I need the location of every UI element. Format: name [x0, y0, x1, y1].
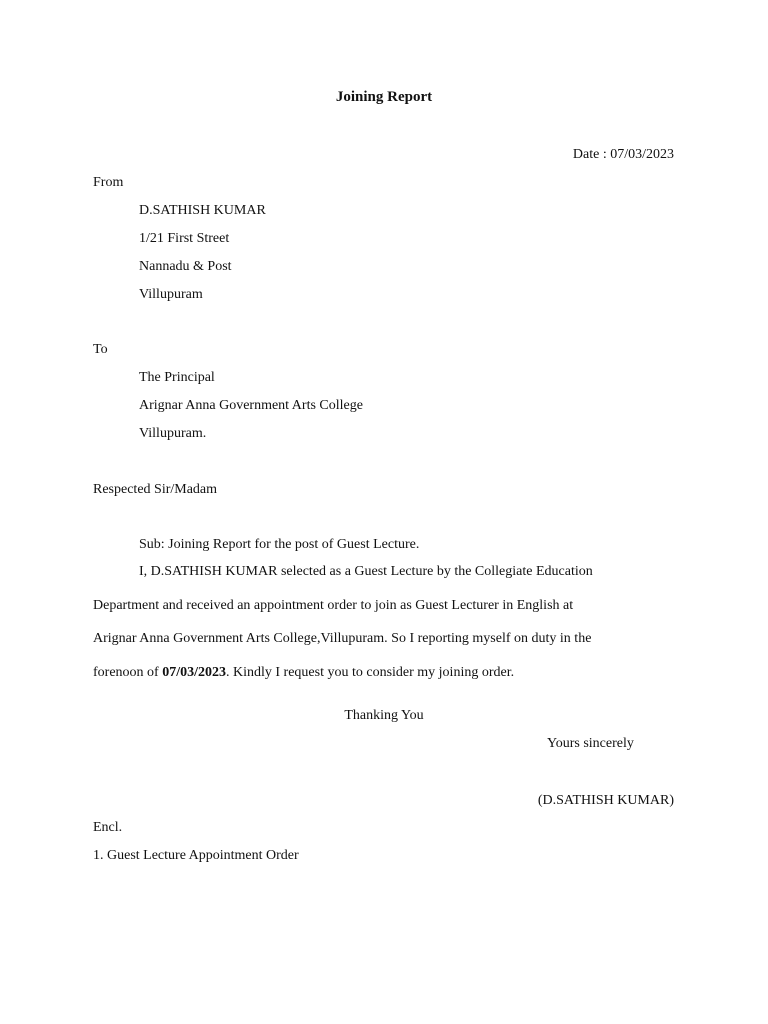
document-title: Joining Report: [335, 89, 433, 105]
from-city: Villupuram: [139, 287, 203, 302]
enclosure-item: 1. Guest Lecture Appointment Order: [93, 848, 299, 863]
from-name: D.SATHISH KUMAR: [139, 203, 266, 218]
yours-sincerely: Yours sincerely: [547, 736, 634, 751]
joining-date-bold: 07/03/2023: [162, 665, 226, 680]
body-line-2: Department and received an appointment order to join as Guest Lecturer in English at: [93, 598, 574, 613]
date-line: Date : 07/03/2023: [572, 147, 674, 162]
subject-line: Sub: Joining Report for the post of Guest Lecture.: [139, 537, 420, 552]
salutation: Respected Sir/Madam: [93, 482, 218, 497]
body-line-1: I, D.SATHISH KUMAR selected as a Guest Lecture by the Collegiate Education: [139, 564, 593, 579]
thanking-line: Thanking You: [344, 708, 424, 723]
body-line-3: Arignar Anna Government Arts College,Villupuram. So I reporting myself on duty in the: [93, 631, 592, 646]
to-recipient: The Principal: [139, 370, 215, 385]
to-college: Arignar Anna Government Arts College: [139, 398, 363, 413]
enclosure-label: Encl.: [93, 820, 123, 835]
from-label: From: [93, 175, 124, 190]
to-city: Villupuram.: [139, 426, 207, 441]
signature-name: (D.SATHISH KUMAR): [537, 793, 674, 808]
body-line-4-prefix: forenoon of: [93, 665, 163, 680]
body-line-4: [93, 664, 514, 682]
to-label: To: [93, 342, 108, 357]
from-street: 1/21 First Street: [139, 231, 230, 246]
body-line-4-suffix: . Kindly I request you to consider my joining order.: [225, 665, 515, 680]
from-post: Nannadu & Post: [139, 259, 232, 274]
